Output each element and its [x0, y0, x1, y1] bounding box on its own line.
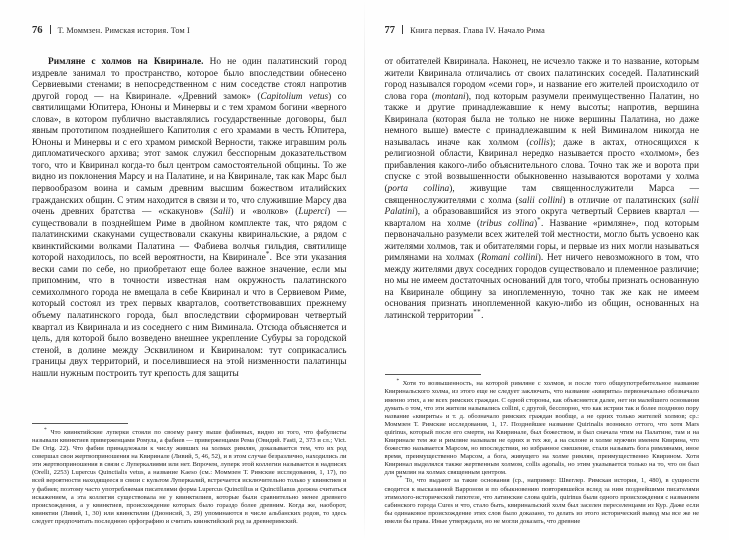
- running-head-title-right: Книга первая. Глава IV. Начало Рима: [410, 26, 545, 35]
- running-head-divider: [50, 25, 51, 34]
- latin-term: Luperci: [298, 207, 328, 218]
- footnote: [385, 477, 700, 526]
- footnote-separator-rule: [385, 374, 481, 375]
- footnote-text: То, что выдают за такие основания (ср., например: Швеглер. Римская история, 1, 480), в сущности сводится к высказанной Варроном и по обыкновению повторявшейся вслед за ним позднейшими писателями этимолого-исторической гипотезе, что латинские слова quiris, quirinus были одного происхождения с названием сабинского города Cures и что, стало быть, квиринальский холм был заселен переселенцами из Кур. Даже если бы одинаковое происхождение этих слов было доказано, то делать из этого исторический вывод мы все же не имели бы права. Иные утверждали, но не могли доказать, что древние: [384, 477, 699, 525]
- footnote: [32, 426, 347, 526]
- latin-term: salii Palatini: [384, 195, 699, 218]
- paragraph: от обитателей Квиринала. Наконец, не исчезло также и то название, которым жители Квиринала отличались от своих палатинских соседей. Палатинский город назывался городом «семи гор», и название его жителей происходило от слова гора (montani), под которым разумели преимущественно Палатин, но также и другие принадлежавшие к нему высоты; напротив, вершина Квиринала (которая была не только не ниже вершины Палатина, но даже немного выше) вместе с принадлежавшим к ней Виминалом никогда не называлась иначе как холмом (collis); даже в актах, относящихся к религиозной области, Квиринал нередко называется просто «холмом», без прибавления какого-либо объяснительного слова. Точно так же и ворота при спуске с этой возвышенности обыкновенно называются воротами у холма (porta collina), живущие там священнослужители Марса — священнослужителями с холма (salii collini) в отличие от палатинских (salii Palatini), а образовавшийся из этого округа четвертый Сервиев квартал — кварталом на холме (tribus collina)*. Название «римляне», под которым первоначально разумели всех жителей той местности, могло быть усвоено как жителями холмов, так и обитателями горы, и первые из них могли называться римлянами на холмах (Romani collini). Нет ничего невозможного в том, что между жителями двух соседних городов существовало и племенное различие; но мы не имеем достаточных оснований для того, чтобы признать основанную на Квиринале общину за иноплеменную, точно так же как не имеем основания признать иноплеменной какую-либо из общин, основанных на латинской территории**.: [384, 57, 700, 322]
- footnote-text: Что квинктийские луперки стояли по своему рангу выше фабиевых, видно из того, что фабулисты называли квинктиев приверженцами Ромула, а фабиев — приверженцами Рема (Овидий. Fasti, 2, 373 и сл.; Vict. De Orig. 22). Что фабии принадлежали к числу живших на холмах римлян, доказывается тем, что их род совершал свои жертвоприношения на Квиринале (Ливий, 5, 46, 52), и в этом случае безразлично, находились ли эти жертвоприношения в связи с Луперкалиями или нет. Впрочем, луперк этой коллегии называется в надписях (Orelli, 2253) Lupercus Quinctialis vetus, а название Kaeso (см.: Моммзен Т. Римские исследования, 1, 17), по всей вероятности находящееся в связи с культом Луперкалий, встречается исключительно только у квинктиев и у фабиев; поэтому часто употребляемая писателями форма Lupercus Quinctilius и Quinctilianus должна считаться искажением, а эта коллегия существовала не у квинктилиев, которые были сравнительно менее древнего происхождения, а у квинктиев, происхождение которых было гораздо более древним. Когда же, наоборот, квинктии (Ливий, 1, 30) или квинктилии (Дионисий, 3, 29) упоминаются в числе альбанских родов, то здесь следует предпочитать последнюю орфографию и считать квинктийский род за древнеримский.: [32, 428, 347, 525]
- footnote-marker: *: [44, 426, 47, 433]
- paragraph-runin-heading: Римляне с холмов на Квиринале.: [48, 57, 204, 67]
- footnote-block-left: [32, 426, 347, 526]
- right-page: [365, 0, 729, 540]
- footnote-reference: *: [537, 215, 541, 224]
- footnote-block-right: [385, 380, 700, 526]
- footnote-text: Хотя то возвышенность, на которой римляне с холмов, и после того общеупотребительное название Квиринальского холма, из этого еще не следует заключать, что название «квириты» первоначально обозначало именно этих, а не всех римских граждан. С одной стороны, как объясняется далее, нет ни малейшего основания думать о том, что эти жители назывались collini, с другой, бесспорно, что как истрии так и более позднюю пору название «квириты» и т. д. обозначало римских граждан вообще, а не одних только жителей холмов; ср.: Моммзен Т. Римские исследования, 1, 17. Позднейшее название Quirinalis возникло оттого, что хотя Mars quirinus, который после его смерти, на Квиринале, был божеством, и был сначала чтим на Палатине, там и на Квиринале тем же и римляне называли не одних и тех же, а на склоне и холме мужчин именем Квирина, что божество называется Марсом, но впоследствии, но избранное смешение, стали называть бога римлянами, иное время, преимущественно Марсом, а бога, живущего на холме римлян, преимущественно Квирином. Хотя Квиринал выделялся также жертвенным холмом, collis agonalis, но этим указывается только на то, что он был для римлян на холмах священным центром.: [384, 380, 700, 477]
- running-head-divider: [402, 25, 403, 34]
- running-head-title-left: Т. Моммзен. Римская история. Том I: [57, 26, 190, 35]
- paragraph: Римляне с холмов на Квиринале. Но не один палатинский город издревле занимал то пространство, которое было впоследствии обнесено Сервиевыми стенами; в непосредственном с ним соседстве стоял напротив другой город — на Квиринале. «Древний замок» (Capitolium vetus) со святилищами Юпитера, Юноны и Минервы и с тем храмом богини «верного слова», в котором публично выставлялись государственные договоры, был явным прототипом позднейшего Капитолия с его храмами в честь Юпитера, Юноны и Минервы и с его храмом римской Верности, также игравшим роль дипломатического архива; этот замок служил бесспорным доказательством того, что и Квиринал когда-то был центром самостоятельной общины. То же видно из поклонения Марсу и на Палатине, и на Квиринале, так как Марс был первообразом воина и самым древним высшим божеством италийских гражданских общин. С этим находится в связи и то, что служившие Марсу два очень древних братства — «скакунов» (Salii) и «волков» (Luperci) — существовали в позднейшем Риме в двойном комплекте так, что рядом с палатинскими скакунами существовали скакуны квиринальские, а рядом с квинктийскими волками Палатина — Фабиева волчья гильдия, святилище которой находилось, по всей вероятности, на Квиринале*. Все эти указания вески сами по себе, но приобретают еще более важное значение, если мы припомним, что в точности известная нам окружность палатинского семихолмного города не вмещала в себе Квиринал и что в Сервиевом Риме, который состоял из трех первых кварталов, соответствовавших прежнему объему палатинского города, был впоследствии сформирован четвертый квартал из Квиринала и из соседнего с ним Виминала. Отсюда объясняется и цель, для которой было возведено внешнее укрепление Субуры за городской стеной, в долине между Эсквилином и Квириналом: тут соприкасались границы двух территорий, и поселившиеся на этой низменности палатинцы нашли нужным построить тут крепость для защиты: [32, 57, 347, 379]
- latin-term: collis: [529, 137, 550, 148]
- latin-term: Romani collini: [480, 253, 538, 264]
- running-head-left: [32, 24, 347, 36]
- footnote-reference: *: [265, 250, 270, 259]
- footnote-reference: **: [473, 307, 482, 316]
- footnote-area-left: [0, 423, 365, 526]
- body-text-left: [32, 57, 347, 380]
- latin-term: Capitolium vetus: [260, 91, 329, 102]
- footnote: [385, 380, 700, 477]
- latin-term: Salii: [213, 207, 231, 218]
- latin-term: salii collini: [518, 195, 563, 206]
- latin-term: montani: [434, 91, 466, 102]
- latin-term: porta collina: [387, 184, 450, 195]
- footnote-marker: *: [396, 378, 400, 385]
- footnote-separator-rule: [32, 423, 128, 424]
- latin-term: tribus collina: [480, 218, 534, 229]
- footnote-area-right: [365, 374, 729, 526]
- body-text-right: [385, 57, 700, 323]
- folio-number-left: 76: [32, 25, 43, 36]
- folio-number-right: 77: [384, 25, 396, 36]
- footnote-marker: **: [396, 475, 403, 482]
- running-head-right: [385, 24, 700, 36]
